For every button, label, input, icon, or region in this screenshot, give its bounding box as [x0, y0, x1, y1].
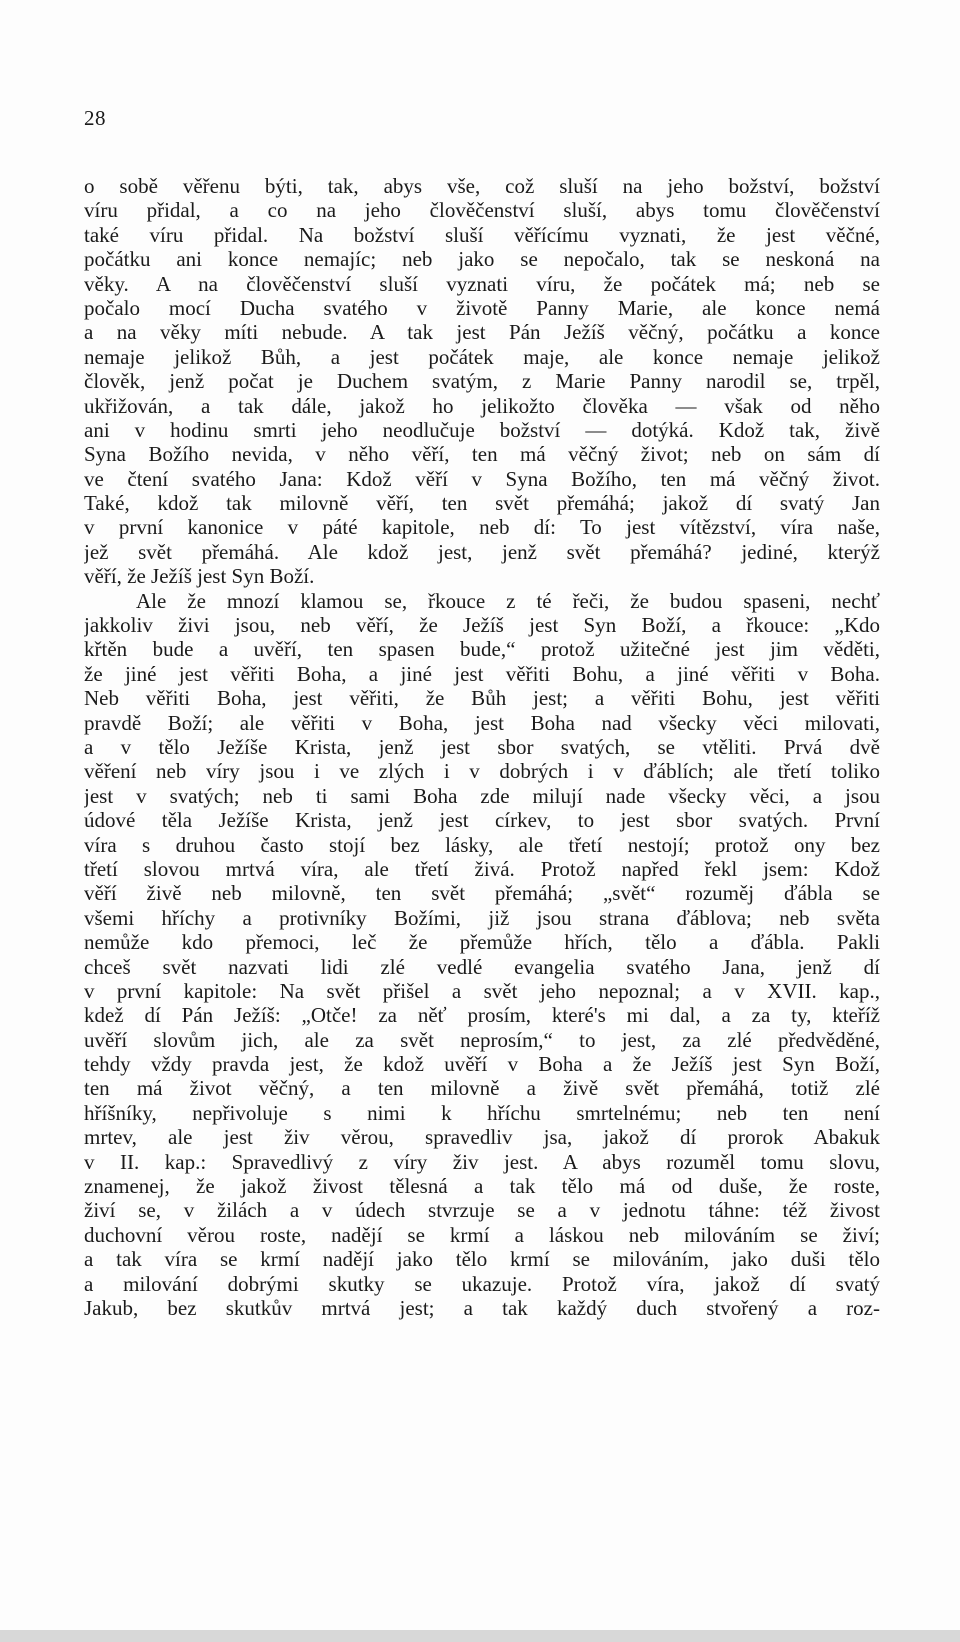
text-line: ani v hodinu smrti jeho neodlučuje božství — dotýká. Kdož tak, živě [84, 417, 880, 442]
text-line: chceš svět nazvati lidi zlé vedlé evangelia svatého Jana, jenž dí [84, 954, 880, 979]
text-line: nemaje jelikož Bůh, a jest počátek maje, ale konce nemaje jelikož [84, 344, 880, 369]
text-line: živí se, v žilách a v údech stvrzuje se a v jednotu táhne: též živost [84, 1198, 880, 1223]
text-line: v první kapitole: Na svět přišel a svět jeho nepoznal; a v XVII. kap., [84, 978, 880, 1003]
text-line: mrtev, ale jest živ věrou, spravedliv jsa, jakož dí prorok Abakuk [84, 1125, 880, 1150]
text-line: ukřižován, a tak dále, jakož ho jelikožto člověka — však od něho [84, 393, 880, 418]
text-line: v první kanonice v páté kapitole, neb dí: To jest vítězství, víra naše, [84, 515, 880, 540]
text-line: znamenej, že jakož živost tělesná a tak tělo má od duše, že roste, [84, 1174, 880, 1199]
text-line: ten má život věčný, a ten milovně a živě svět přemáhá, totiž zlé [84, 1076, 880, 1101]
text-line: počátku ani konce nemajíc; neb jako se nepočalo, tak se neskoná na [84, 247, 880, 272]
text-line: uvěří slovům jich, ale za svět neprosím,“ to jest, za zlé předvěděné, [84, 1027, 880, 1052]
text-line: o sobě věřenu býti, tak, abys vše, což sluší na jeho božství, božství [84, 174, 880, 198]
text-line: duchovní věrou roste, nadějí se krmí a láskou neb milováním se živí; [84, 1222, 880, 1247]
text-line: jest v svatých; neb ti sami Boha zde milují nade všecky věci, a jsou [84, 783, 880, 808]
text-line: ve čtení svatého Jana: Kdož věří v Syna Božího, ten má věčný život. [84, 466, 880, 491]
text-line: tehdy vždy pravda jest, že kdož uvěří v Boha a že Ježíš jest Syn Boží, [84, 1052, 880, 1077]
text-line: pravdě Boží; ale věřiti v Boha, jest Boha nad všecky věci milovati, [84, 710, 880, 735]
scan-bottom-edge [0, 1630, 960, 1642]
text-line: jakkoliv živi jsou, neb věří, že Ježíš jest Syn Boží, a řkouce: „Kdo [84, 613, 880, 638]
text-line: Ale že mnozí klamou se, řkouce z té řeči, že budou spaseni, nechť [136, 588, 880, 613]
page-number: 28 [84, 106, 106, 130]
text-line: že jiné jest věřiti Boha, a jiné jest věřiti Bohu, a jiné věřiti v Boha. [84, 661, 880, 686]
text-line: víra s druhou často stojí bez lásky, ale třetí nestojí; protož ony bez [84, 832, 880, 857]
text-line: věří, že Ježíš jest Syn Boží. [84, 564, 315, 589]
text-line: nemůže kdo přemoci, leč že přemůže hřích, tělo a ďábla. Pakli [84, 930, 880, 955]
text-line: a na věky míti nebude. A tak jest Pán Ježíš věčný, počátku a konce [84, 320, 880, 345]
text-line: kdež dí Pán Ježíš: „Otče! za něť prosím, které's mi dal, a za ty, kteříž [84, 1003, 880, 1028]
text-line: člověk, jenž počat je Duchem svatým, z Marie Panny narodil se, trpěl, [84, 369, 880, 394]
text-line: jež svět přemáhá. Ale kdož jest, jenž svět přemáhá? jediné, kterýž [84, 539, 880, 564]
text-line: víru přidal, a co na jeho člověčenství sluší, abys tomu člověčenství [84, 198, 880, 223]
text-line: a v tělo Ježíše Krista, jenž jest sbor svatých, se vtěliti. Prvá dvě [84, 734, 880, 759]
text-line: a tak víra se krmí nadějí jako tělo krmí se milováním, jako duši tělo [84, 1247, 880, 1272]
text-line: počalo mocí Ducha svatého v životě Panny Marie, ale konce nemá [84, 295, 880, 320]
text-line: údové těla Ježíše Krista, jenž jest církev, to jest sbor svatých. První [84, 808, 880, 833]
text-line: v II. kap.: Spravedlivý z víry živ jest. A abys rozuměl tomu slovu, [84, 1149, 880, 1174]
text-line: Jakub, bez skutkův mrtvá jest; a tak každý duch stvořený a roz- [84, 1295, 880, 1320]
text-line: všemi hříchy a protivníky Božími, již jsou strana ďáblova; neb světa [84, 905, 880, 930]
text-line: také víru přidal. Na božství sluší věřícímu vyznati, že jest věčné, [84, 222, 880, 247]
text-line: Také, kdož tak milovně věří, ten svět přemáhá; jakož dí svatý Jan [84, 491, 880, 516]
text-line: věří živě neb milovně, ten svět přemáhá; „svět“ rozuměj ďábla se [84, 881, 880, 906]
text-line: třetí slovou mrtvá víra, ale třetí živá. Protož napřed řekl jsem: Kdož [84, 856, 880, 881]
text-line: Neb věřiti Boha, jest věřiti, že Bůh jest; a věřiti Bohu, jest věřiti [84, 686, 880, 711]
text-line: věření neb víry jsou i ve zlých i v dobrých i v ďáblích; ale třetí toliko [84, 759, 880, 784]
text-line: věky. A na člověčenství sluší vyznati víru, že počátek má; neb se [84, 271, 880, 296]
text-line: hříšníky, nepřivoluje s nimi k hříchu smrtelnému; neb ten není [84, 1100, 880, 1125]
text-line: a milování dobrými skutky se ukazuje. Protož víra, jakož dí svatý [84, 1271, 880, 1296]
text-line: křtěn bude a uvěří, ten spasen bude,“ protož užitečné jest jim věděti, [84, 637, 880, 662]
text-line: Syna Božího nevida, v něho věří, ten má věčný život; neb on sám dí [84, 442, 880, 467]
body-text [84, 174, 880, 1320]
